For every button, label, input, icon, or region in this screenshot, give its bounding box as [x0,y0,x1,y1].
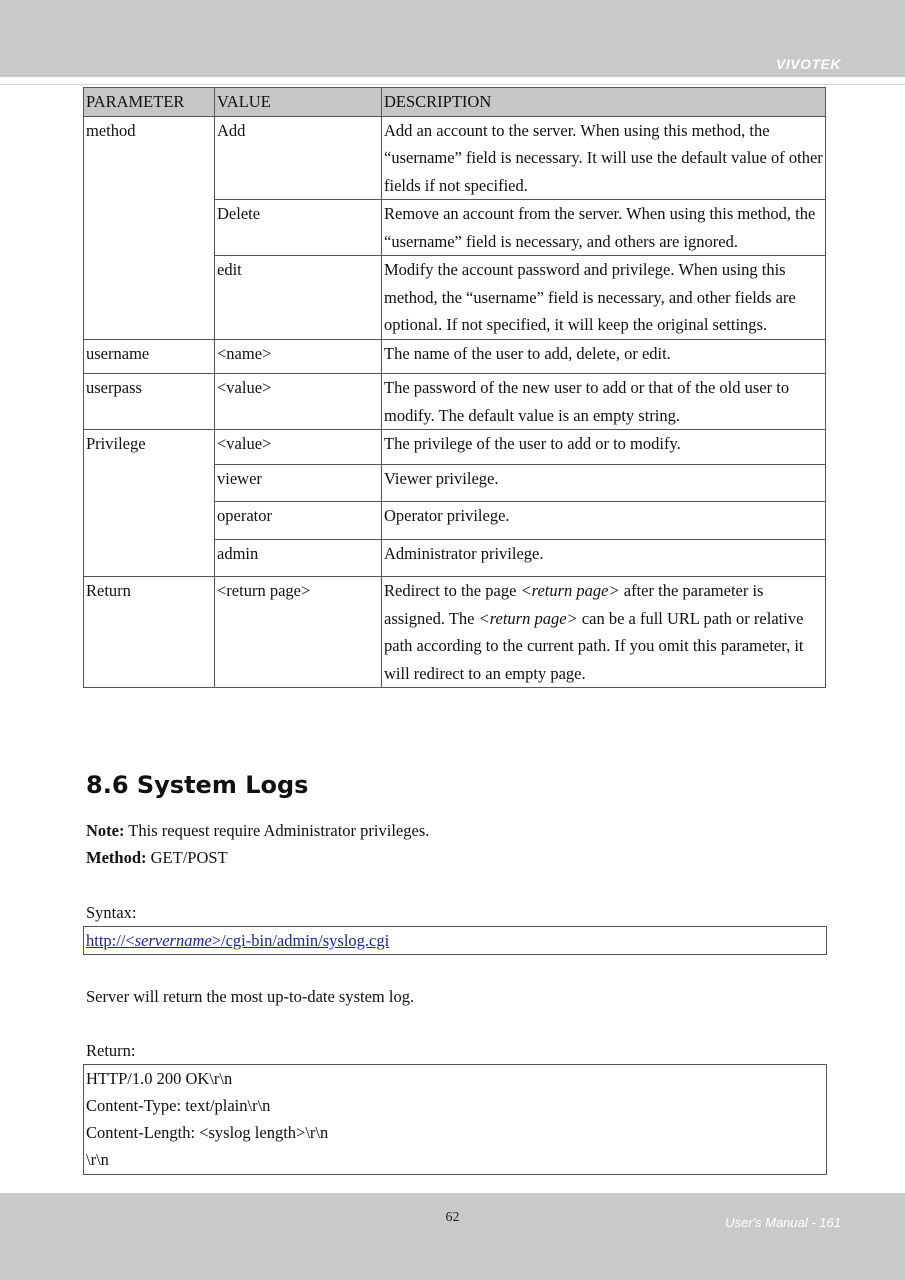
manual-page-ref: User's Manual - 161 [725,1215,841,1230]
value-edit: edit [215,256,382,340]
header-divider [0,84,905,85]
server-return-text: Server will return the most up-to-date system log. [86,987,415,1006]
desc-add: Add an account to the server. When using this method, the “username” field is necessary. It will use the default value of other fields if not specified. [382,116,826,200]
method-text: GET/POST [146,848,228,867]
desc-operator: Operator privilege. [382,502,826,540]
syntax-label: Syntax: [86,903,137,922]
desc-username: The name of the user to add, delete, or edit. [382,339,826,374]
note-label: Note: [86,821,125,840]
brand-logo: VIVOTEK [776,56,841,72]
desc-return-text-2: after the parameter is assigned. The [384,581,764,628]
desc-viewer: Viewer privilege. [382,464,826,502]
table-row [84,116,826,200]
header-value: VALUE [215,88,382,117]
url-servername: servername [134,931,212,950]
desc-admin: Administrator privilege. [382,539,826,577]
desc-edit: Modify the account password and privilege. When using this method, the “username” field is necessary, and other fields are optional. If not specified, it will keep the original settings. [382,256,826,340]
header-parameter: PARAMETER [84,88,215,117]
return-page-italic-1: <return page> [520,581,620,600]
return-line: \r\n [86,1150,109,1169]
header-band [0,0,905,77]
desc-return-text-1: Redirect to the page [384,581,521,600]
return-line: Content-Type: text/plain\r\n [86,1096,271,1115]
value-admin: admin [215,539,382,577]
value-return: <return page> [215,577,382,688]
note-line [86,817,429,844]
value-username: <name> [215,339,382,374]
url-suffix: >/cgi-bin/admin/syslog.cgi [211,931,390,950]
value-add: Add [215,116,382,200]
url-prefix: http://< [86,931,135,950]
header-description: DESCRIPTION [382,88,826,117]
return-line: HTTP/1.0 200 OK\r\n [86,1069,233,1088]
syntax-url-link[interactable] [86,931,389,950]
method-label: Method: [86,848,147,867]
method-line [86,844,228,871]
desc-userpass: The password of the new user to add or that of the old user to modify. The default value is an empty string. [382,374,826,430]
syntax-box [83,926,827,955]
param-method: method [84,116,215,339]
desc-return [382,577,826,688]
table-header-row [84,88,826,117]
value-viewer: viewer [215,464,382,502]
page-number: 62 [445,1210,460,1225]
value-privilege: <value> [215,430,382,465]
param-return: Return [84,577,215,688]
desc-return-text-3: can be a full URL path or relative path according to the current path. If you omit this parameter, it will redirect to an empty page. [384,608,804,683]
param-userpass: userpass [84,374,215,430]
footer-band [0,1193,905,1280]
desc-privilege: The privilege of the user to add or to modify. [382,430,826,465]
table-row [84,430,826,465]
value-delete: Delete [215,200,382,256]
table-row [84,577,826,688]
table-row [84,339,826,374]
desc-delete: Remove an account from the server. When using this method, the “username” field is necessary, and others are ignored. [382,200,826,256]
return-label: Return: [86,1041,136,1060]
return-line: Content-Length: <syslog length>\r\n [86,1123,329,1142]
return-code-box [83,1064,827,1175]
value-operator: operator [215,502,382,540]
param-username: username [84,339,215,374]
note-text: This request require Administrator privileges. [124,821,430,840]
parameter-table [83,87,826,688]
return-page-italic-2: <return page> [478,608,578,628]
table-row [84,374,826,430]
value-userpass: <value> [215,374,382,430]
param-privilege: Privilege [84,430,215,577]
section-title: 8.6 System Logs [86,771,309,799]
